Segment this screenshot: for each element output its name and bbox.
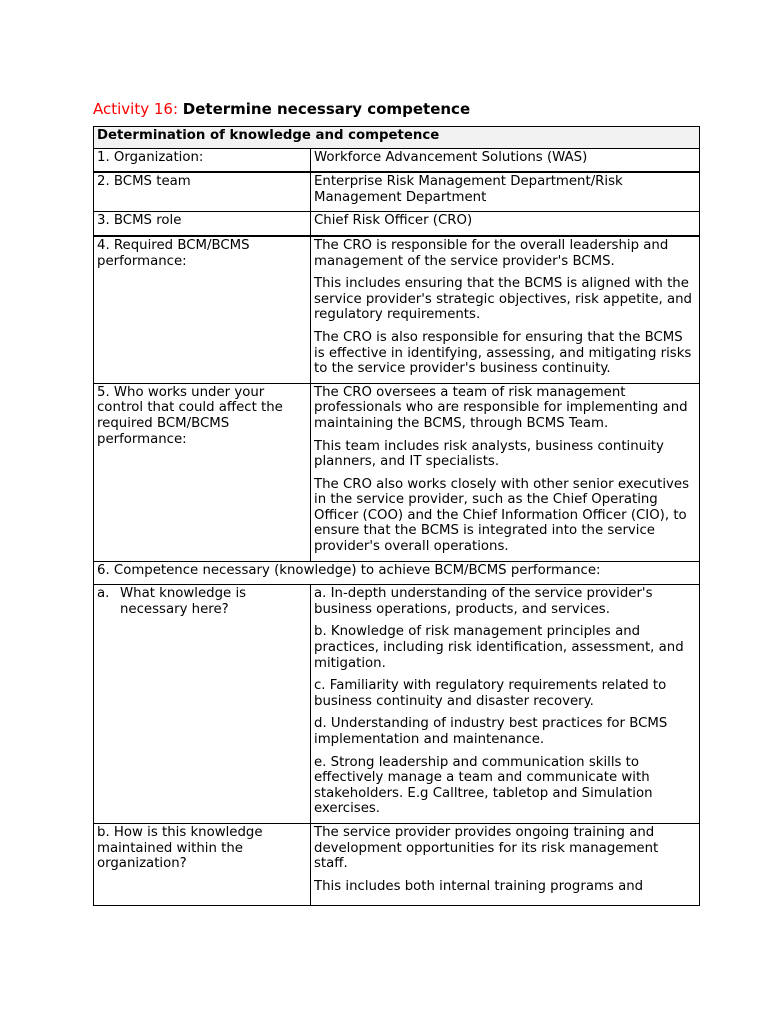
row-label: b. How is this knowledge maintained within the organization?: [94, 823, 311, 905]
table-row-bcms-role: [94, 212, 700, 236]
row-label: 1. Organization:: [94, 148, 311, 172]
row-paragraph: This includes ensuring that the BCMS is aligned with the service provider's strategic objectives, risk appetite, and regulatory requirements.: [314, 276, 692, 323]
row-value: [311, 236, 700, 383]
row-paragraph: b. Knowledge of risk management principles and practices, including risk identification, assessment, and mitigation.: [314, 624, 684, 671]
table-title: Determination of knowledge and competence: [94, 127, 700, 149]
row-paragraph: This team includes risk analysts, business continuity planners, and IT specialists.: [314, 438, 664, 470]
table-row-required-performance: [94, 236, 700, 383]
row-value: [311, 172, 700, 212]
table-row-organization: [94, 148, 700, 172]
row-paragraph: d. Understanding of industry best practices for BCMS implementation and maintenance.: [314, 716, 668, 747]
table-row-knowledge-needed: [94, 585, 700, 824]
row-value: [311, 823, 700, 905]
activity-title: Determine necessary competence: [182, 100, 471, 118]
table-row-section-6: [94, 561, 700, 585]
row-label: 3. BCMS role: [94, 212, 311, 236]
table-row-knowledge-maintained: [94, 823, 700, 905]
row-paragraph: a. In-depth understanding of the service provider's business operations, products, and services.: [314, 586, 653, 617]
row-paragraph: The CRO is also responsible for ensuring that the BCMS is effective in identifying, assessing, and mitigating risks to the service provider's business continuity.: [314, 329, 692, 377]
question-marker: a.: [97, 586, 110, 602]
row-label: 5. Who works under your control that could affect the required BCM/BCMS performance:: [94, 383, 311, 561]
row-paragraph: The service provider provides ongoing training and development opportunities for its risk management staff.: [314, 824, 659, 872]
table-row-who-works: [94, 383, 700, 561]
question-text: What knowledge is necessary here?: [120, 586, 247, 617]
row-paragraph: Workforce Advancement Solutions (WAS): [314, 149, 588, 165]
activity-heading: [93, 100, 470, 118]
section-heading: 6. Competence necessary (knowledge) to achieve BCM/BCMS performance:: [94, 561, 700, 585]
row-paragraph: The CRO also works closely with other senior executives in the service provider, such as the Chief Operating Officer (COO) and the Chief Information Officer (CIO), to ensure that the BCMS is integrated into the service provider's overall operations.: [314, 476, 690, 555]
row-paragraph: This includes both internal training programs and: [314, 878, 644, 894]
competence-table: [93, 126, 700, 906]
row-paragraph: The CRO oversees a team of risk management professionals who are responsible for implementing and maintaining the BCMS, through BCMS Team.: [314, 384, 688, 431]
row-value: [311, 585, 700, 824]
activity-number: Activity 16:: [93, 100, 179, 118]
row-paragraph: Chief Risk Officer (CRO): [314, 213, 473, 229]
row-label: 4. Required BCM/BCMS performance:: [94, 236, 311, 383]
row-value: [311, 383, 700, 561]
row-value: [311, 212, 700, 236]
row-value: [311, 148, 700, 172]
table-title-row: [94, 127, 700, 149]
row-paragraph: e. Strong leadership and communication skills to effectively manage a team and communicate with stakeholders. E.g Calltree, tabletop and Simulation exercises.: [314, 754, 653, 817]
row-label: 2. BCMS team: [94, 172, 311, 212]
row-label: [94, 585, 311, 824]
row-paragraph: Enterprise Risk Management Department/Risk Management Department: [314, 174, 623, 205]
table-row-bcms-team: [94, 172, 700, 212]
row-paragraph: The CRO is responsible for the overall leadership and management of the service provider's BCMS.: [314, 237, 669, 269]
row-paragraph: c. Familiarity with regulatory requirements related to business continuity and disaster recovery.: [314, 678, 667, 709]
